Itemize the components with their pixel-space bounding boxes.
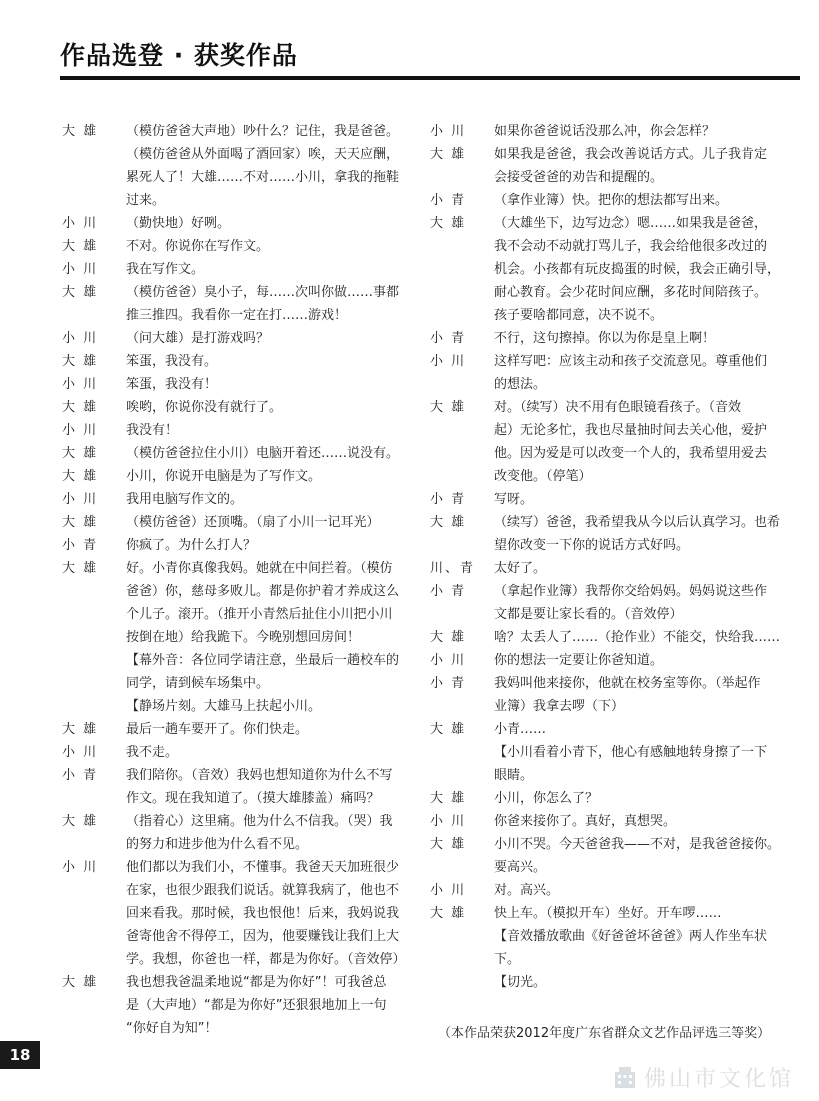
dialogue-text: 改变他。（停笔） <box>494 469 592 484</box>
dialogue-entry <box>430 580 780 626</box>
dialogue-entry <box>62 396 407 419</box>
dialogue-line <box>430 166 780 189</box>
dialogue-line <box>62 580 407 603</box>
dialogue-entry <box>430 902 780 925</box>
dialogue-entry <box>62 488 407 511</box>
speaker-name: 大 雄 <box>430 216 467 231</box>
award-footnote: （本作品荣获2012年度广东省群众文艺作品评选三等奖） <box>438 1026 771 1041</box>
speaker-name: 大 雄 <box>430 906 467 921</box>
dialogue-text: （大雄坐下，边写边念）嗯……如果我是爸爸， <box>494 216 768 231</box>
speaker-name: 大 雄 <box>430 400 467 415</box>
dialogue-line <box>62 281 407 304</box>
speaker-name: 大 雄 <box>62 561 99 576</box>
dialogue-line <box>62 810 407 833</box>
speaker-name: 小 川 <box>62 216 99 231</box>
dialogue-line <box>62 465 407 488</box>
dialogue-line <box>430 787 780 810</box>
dialogue-text: 对。高兴。 <box>494 883 560 898</box>
page-number: 18 <box>0 1041 40 1069</box>
dialogue-entry <box>62 350 407 373</box>
dialogue-text: 个儿子。滚开。（推开小青然后扯住小川把小川 <box>126 607 393 622</box>
dialogue-entry <box>62 557 407 649</box>
dialogue-text: （拿作业簿）快。把你的想法都写出来。 <box>494 193 729 208</box>
dialogue-line <box>62 143 407 166</box>
speaker-name: 小 川 <box>62 745 99 760</box>
dialogue-text: 会接受爸爸的劝告和提醒的。 <box>494 170 664 185</box>
dialogue-text: 累死人了！大雄……不对……小川，拿我的拖鞋 <box>126 170 400 185</box>
dialogue-text: 快上车。（模拟开车）坐好。开车啰…… <box>494 906 722 921</box>
dialogue-line <box>62 373 407 396</box>
dialogue-entry <box>430 741 780 787</box>
dialogue-text: 望你改变一下你的说话方式好吗。 <box>494 538 690 553</box>
dialogue-line <box>430 419 780 442</box>
dialogue-text: 孩子要啥都同意，决不说不。 <box>494 308 664 323</box>
dialogue-text: 不对。你说你在写作文。 <box>126 239 270 254</box>
dialogue-text: （模仿爸爸拉住小川）电脑开着还……说没有。 <box>126 446 400 461</box>
dialogue-line <box>430 235 780 258</box>
dialogue-line <box>62 120 407 143</box>
dialogue-entry <box>430 212 780 327</box>
dialogue-entry <box>62 212 407 235</box>
dialogue-line <box>430 856 780 879</box>
dialogue-line <box>62 994 407 1017</box>
dialogue-line <box>62 695 407 718</box>
dialogue-text: 对。（续写）决不用有色眼镜看孩子。（音效 <box>494 400 742 415</box>
dialogue-entry <box>62 695 407 718</box>
dialogue-text: “你好自为知”！ <box>126 1021 218 1036</box>
dialogue-line <box>62 626 407 649</box>
dialogue-line <box>62 442 407 465</box>
script-column-right <box>430 120 780 994</box>
dialogue-text: 文都是要让家长看的。（音效停） <box>494 607 683 622</box>
speaker-name: 大 雄 <box>430 722 467 737</box>
dialogue-entry <box>62 856 407 971</box>
dialogue-line <box>62 833 407 856</box>
dialogue-line <box>430 580 780 603</box>
speaker-name: 小 川 <box>430 653 467 668</box>
dialogue-entry <box>62 419 407 442</box>
speaker-name: 小 川 <box>62 262 99 277</box>
dialogue-text: 业簿）我拿去啰（下） <box>494 699 625 714</box>
dialogue-line <box>430 373 780 396</box>
dialogue-line <box>430 603 780 626</box>
dialogue-line <box>430 971 780 994</box>
dialogue-line <box>62 511 407 534</box>
dialogue-line <box>430 350 780 373</box>
dialogue-entry <box>430 143 780 189</box>
dialogue-text: 起）无论多忙，我也尽量抽时间去关心他，爱护 <box>494 423 768 438</box>
dialogue-line <box>62 166 407 189</box>
dialogue-text: （指着心）这里痛。他为什么不信我。（哭）我 <box>126 814 393 829</box>
dialogue-text: 的努力和进步他为什么看不见。 <box>126 837 309 852</box>
speaker-name: 大 雄 <box>430 791 467 806</box>
dialogue-line <box>62 672 407 695</box>
speaker-name: 大 雄 <box>62 124 99 139</box>
dialogue-entry <box>62 327 407 350</box>
dialogue-line <box>62 649 407 672</box>
speaker-name: 小 青 <box>430 331 467 346</box>
dialogue-text: 小川，你说开电脑是为了写作文。 <box>126 469 322 484</box>
speaker-name: 小 川 <box>430 124 467 139</box>
dialogue-entry <box>62 120 407 212</box>
dialogue-entry <box>430 971 780 994</box>
dialogue-line <box>62 971 407 994</box>
dialogue-entry <box>430 189 780 212</box>
dialogue-line <box>430 396 780 419</box>
dialogue-line <box>430 764 780 787</box>
dialogue-text: 我在写作文。 <box>126 262 205 277</box>
speaker-name: 小 青 <box>430 193 467 208</box>
dialogue-text: 过来。 <box>126 193 166 208</box>
dialogue-line <box>430 534 780 557</box>
dialogue-entry <box>430 511 780 557</box>
speaker-name: 大 雄 <box>430 837 467 852</box>
dialogue-text: 啥？太丢人了……（抢作业）不能交，快给我…… <box>494 630 781 645</box>
dialogue-line <box>62 787 407 810</box>
dialogue-text: 按倒在地）给我跪下。今晚别想回房间！ <box>126 630 361 645</box>
dialogue-line <box>430 488 780 511</box>
dialogue-text: 推三推四。我看你一定在打……游戏！ <box>126 308 348 323</box>
dialogue-text: （勤快地）好咧。 <box>126 216 231 231</box>
speaker-name: 小 川 <box>430 883 467 898</box>
dialogue-line <box>430 143 780 166</box>
dialogue-text: （模仿爸爸）臭小子，每……次叫你做……事都 <box>126 285 400 300</box>
dialogue-line <box>430 304 780 327</box>
speaker-name: 大 雄 <box>430 515 467 530</box>
dialogue-entry <box>62 258 407 281</box>
speaker-name: 大 雄 <box>62 400 99 415</box>
dialogue-line <box>62 327 407 350</box>
dialogue-text: 我不会动不动就打骂儿子，我会给他很多改过的 <box>494 239 768 254</box>
dialogue-entry <box>430 672 780 718</box>
dialogue-text: 小青…… <box>494 722 547 737</box>
speaker-name: 小 川 <box>62 331 99 346</box>
dialogue-line <box>62 856 407 879</box>
dialogue-text: 我不走。 <box>126 745 179 760</box>
speaker-name: 大 雄 <box>62 515 99 530</box>
speaker-name: 小 川 <box>430 814 467 829</box>
dialogue-line <box>62 925 407 948</box>
dialogue-text: 我妈叫他来接你，他就在校务室等你。（举起作 <box>494 676 761 691</box>
speaker-name: 大 雄 <box>62 469 99 484</box>
speaker-name: 大 雄 <box>62 975 99 990</box>
speaker-name: 大 雄 <box>430 147 467 162</box>
dialogue-text: （模仿爸爸从外面喝了酒回家）唉，天天应酬， <box>126 147 400 162</box>
library-watermark <box>612 1062 812 1092</box>
speaker-name: 大 雄 <box>62 239 99 254</box>
dialogue-line <box>62 879 407 902</box>
dialogue-text: 他。因为爱是可以改变一个人的，我希望用爱去 <box>494 446 768 461</box>
dialogue-text: 你的想法一定要让你爸知道。 <box>494 653 664 668</box>
page-header <box>60 40 800 72</box>
dialogue-text: 他们都以为我们小，不懂事。我爸天天加班很少 <box>126 860 400 875</box>
dialogue-entry <box>62 442 407 465</box>
speaker-name: 大 雄 <box>62 722 99 737</box>
dialogue-text: 你疯了。为什么打人？ <box>126 538 257 553</box>
dialogue-entry <box>430 350 780 396</box>
dialogue-line <box>430 948 780 971</box>
dialogue-text: 机会。小孩都有玩皮捣蛋的时候，我会正确引导， <box>494 262 781 277</box>
speaker-name: 大 雄 <box>62 354 99 369</box>
dialogue-text: （续写）爸爸，我希望我从今以后认真学习。也希 <box>494 515 781 530</box>
dialogue-entry <box>430 488 780 511</box>
dialogue-entry <box>62 511 407 534</box>
speaker-name: 小 川 <box>430 354 467 369</box>
speaker-name: 大 雄 <box>62 814 99 829</box>
stage-direction: 【静场片刻。大雄马上扶起小川。 <box>126 699 322 714</box>
dialogue-entry <box>62 718 407 741</box>
dialogue-line <box>62 212 407 235</box>
dialogue-line <box>430 212 780 235</box>
dialogue-text: 回来看我。那时候，我也恨他！后来，我妈说我 <box>126 906 400 921</box>
speaker-name: 小 青 <box>430 584 467 599</box>
stage-direction: 眼睛。 <box>494 768 534 783</box>
dialogue-line <box>430 672 780 695</box>
dialogue-line <box>62 1017 407 1040</box>
dialogue-line <box>430 741 780 764</box>
dialogue-line <box>430 902 780 925</box>
dialogue-text: 太好了。 <box>494 561 547 576</box>
dialogue-line <box>430 465 780 488</box>
speaker-name: 大 雄 <box>62 446 99 461</box>
dialogue-line <box>62 902 407 925</box>
dialogue-line <box>430 327 780 350</box>
dialogue-entry <box>62 741 407 764</box>
dialogue-line <box>62 258 407 281</box>
script-column-left <box>62 120 407 1040</box>
dialogue-text: 爸寄他舍不得停工，因为，他要赚钱让我们上大 <box>126 929 400 944</box>
dialogue-text: 耐心教育。会少花时间应酬，多花时间陪孩子。 <box>494 285 768 300</box>
dialogue-text: 笨蛋，我没有。 <box>126 354 218 369</box>
dialogue-line <box>430 511 780 534</box>
dialogue-text: 最后一趟车要开了。你们快走。 <box>126 722 309 737</box>
dialogue-line <box>430 925 780 948</box>
dialogue-text: 如果我是爸爸，我会改善说话方式。儿子我肯定 <box>494 147 768 162</box>
section-title: 作品选登 · 获奖作品 <box>60 41 298 70</box>
dialogue-line <box>62 396 407 419</box>
dialogue-entry <box>62 971 407 1040</box>
dialogue-line <box>62 603 407 626</box>
speaker-name: 小 青 <box>430 492 467 507</box>
dialogue-text: 我没有！ <box>126 423 179 438</box>
dialogue-line <box>430 695 780 718</box>
dialogue-line <box>62 718 407 741</box>
dialogue-entry <box>62 373 407 396</box>
dialogue-entry <box>62 764 407 810</box>
dialogue-line <box>430 189 780 212</box>
dialogue-text: 写呀。 <box>494 492 534 507</box>
dialogue-text: （模仿爸爸）还顶嘴。（扇了小川一记耳光） <box>126 515 380 530</box>
watermark-text: 佛山市文化馆 <box>644 1066 795 1092</box>
dialogue-text: 你爸来接你了。真好，真想哭。 <box>494 814 677 829</box>
dialogue-line <box>430 718 780 741</box>
speaker-name: 小 川 <box>62 492 99 507</box>
dialogue-entry <box>62 235 407 258</box>
stage-direction: 【音效播放歌曲《好爸爸坏爸爸》两人作坐车状 <box>494 929 768 944</box>
dialogue-text: 要高兴。 <box>494 860 547 875</box>
dialogue-entry <box>430 925 780 971</box>
dialogue-text: 我用电脑写作文的。 <box>126 492 244 507</box>
dialogue-entry <box>62 534 407 557</box>
dialogue-line <box>430 626 780 649</box>
dialogue-line <box>430 120 780 143</box>
dialogue-entry <box>430 879 780 902</box>
dialogue-entry <box>430 396 780 488</box>
dialogue-text: 我也想我爸温柔地说“都是为你好”！可我爸总 <box>126 975 387 990</box>
dialogue-text: 笨蛋，我没有！ <box>126 377 218 392</box>
dialogue-entry <box>430 626 780 649</box>
stage-direction: 下。 <box>494 952 521 967</box>
dialogue-entry <box>430 327 780 350</box>
dialogue-line <box>62 741 407 764</box>
dialogue-text: 小川，你怎么了？ <box>494 791 599 806</box>
dialogue-entry <box>430 649 780 672</box>
speaker-name: 大 雄 <box>62 285 99 300</box>
dialogue-text: （拿起作业簿）我帮你交给妈妈。妈妈说这些作 <box>494 584 768 599</box>
dialogue-entry <box>62 810 407 856</box>
dialogue-line <box>62 235 407 258</box>
dialogue-entry <box>62 649 407 695</box>
dialogue-line <box>430 442 780 465</box>
dialogue-entry <box>430 718 780 741</box>
speaker-name: 小 青 <box>62 538 99 553</box>
stage-direction: 同学，请到候车场集中。 <box>126 676 270 691</box>
dialogue-line <box>62 534 407 557</box>
dialogue-line <box>62 764 407 787</box>
dialogue-text: 爸爸）你，慈母多败儿。都是你护着才养成这么 <box>126 584 400 599</box>
dialogue-text: （模仿爸爸大声地）吵什么？记住，我是爸爸。 <box>126 124 400 139</box>
dialogue-line <box>62 189 407 212</box>
speaker-name: 小 青 <box>62 768 99 783</box>
dialogue-line <box>430 833 780 856</box>
dialogue-text: 小川不哭。今天爸爸我——不对，是我爸爸接你。 <box>494 837 781 852</box>
dialogue-text: 不行，这句擦掉。你以为你是皇上啊！ <box>494 331 716 346</box>
dialogue-line <box>62 557 407 580</box>
dialogue-text: 作文。现在我知道了。（摸大雄膝盖）痛吗？ <box>126 791 380 806</box>
speaker-name: 小 川 <box>62 423 99 438</box>
building-icon <box>612 1064 638 1090</box>
dialogue-line <box>430 879 780 902</box>
dialogue-text: （问大雄）是打游戏吗？ <box>126 331 270 346</box>
speaker-name: 小 川 <box>62 377 99 392</box>
dialogue-line <box>62 350 407 373</box>
dialogue-text: 我们陪你。（音效）我妈也想知道你为什么不写 <box>126 768 393 783</box>
dialogue-line <box>430 557 780 580</box>
stage-direction: 【幕外音：各位同学请注意，坐最后一趟校车的 <box>126 653 400 668</box>
dialogue-line <box>430 810 780 833</box>
speaker-name: 小 川 <box>62 860 99 875</box>
speaker-name: 小 青 <box>430 676 467 691</box>
dialogue-line <box>430 649 780 672</box>
dialogue-line <box>62 304 407 327</box>
dialogue-text: 在家，也很少跟我们说话。就算我病了，他也不 <box>126 883 400 898</box>
header-divider <box>60 76 800 80</box>
dialogue-line <box>430 258 780 281</box>
dialogue-line <box>62 488 407 511</box>
speaker-name: 大 雄 <box>430 630 467 645</box>
speaker-name: 川、青 <box>430 561 476 576</box>
dialogue-entry <box>430 810 780 833</box>
dialogue-text: 如果你爸爸说话没那么冲，你会怎样？ <box>494 124 716 139</box>
dialogue-entry <box>430 557 780 580</box>
stage-direction: 【小川看着小青下，他心有感触地转身擦了一下 <box>494 745 768 760</box>
dialogue-text: 唉哟，你说你没有就行了。 <box>126 400 283 415</box>
stage-direction: 【切光。 <box>494 975 547 990</box>
dialogue-line <box>62 948 407 971</box>
dialogue-text: 的想法。 <box>494 377 547 392</box>
dialogue-text: 好。小青你真像我妈。她就在中间拦着。（模仿 <box>126 561 393 576</box>
dialogue-line <box>430 281 780 304</box>
dialogue-text: 学。我想，你爸也一样，都是为你好。（音效停） <box>126 952 406 967</box>
dialogue-entry <box>430 787 780 810</box>
dialogue-text: 这样写吧：应该主动和孩子交流意见。尊重他们 <box>494 354 768 369</box>
dialogue-line <box>62 419 407 442</box>
dialogue-entry <box>430 833 780 879</box>
dialogue-text: 是（大声地）“都是为你好”还狠狠地加上一句 <box>126 998 387 1013</box>
dialogue-entry <box>62 281 407 327</box>
dialogue-entry <box>430 120 780 143</box>
dialogue-entry <box>62 465 407 488</box>
